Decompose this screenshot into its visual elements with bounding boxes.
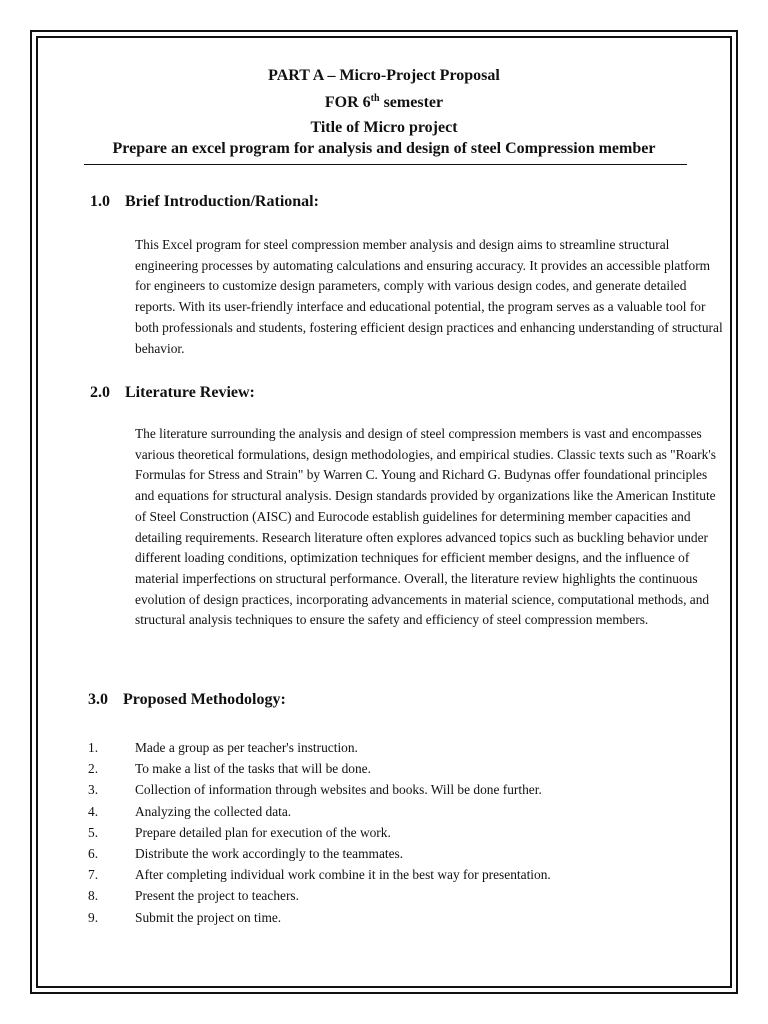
list-item — [88, 758, 551, 779]
methodology-list — [88, 737, 551, 928]
section-title: Literature Review: — [125, 384, 255, 401]
list-item-text: To make a list of the tasks that will be done. — [135, 761, 371, 777]
list-item — [88, 801, 551, 822]
list-item — [88, 885, 551, 906]
list-item-text: After completing individual work combine it in the best way for presentation. — [135, 867, 551, 883]
semester-suffix: semester — [379, 94, 444, 111]
section-number: 1.0 — [90, 193, 110, 210]
list-item-number: 5. — [88, 824, 99, 840]
list-item-text: Analyzing the collected data. — [135, 803, 292, 819]
introduction-paragraph: This Excel program for steel compression member analysis and design aims to streamline structural engineering processes by automating calculations and ensuring accuracy. It provides an accessible platform for engineers to customize design parameters, comply with various design codes, and generate detailed reports. With its user-friendly interface and educational potential, the program serves as a valuable tool for both professionals and students, fostering efficient design practices and enhancing understanding of structural behavior. — [135, 237, 723, 356]
list-item — [88, 779, 551, 800]
list-item-text: Distribute the work accordingly to the teammates. — [135, 846, 404, 862]
list-item-text: Prepare detailed plan for execution of the work. — [135, 824, 391, 840]
section-heading-literature — [90, 384, 255, 402]
semester-prefix: FOR 6 — [324, 94, 371, 111]
list-item — [88, 843, 551, 864]
list-item-number: 9. — [88, 909, 99, 925]
section-number: 3.0 — [88, 691, 108, 708]
semester-ordinal-suffix: th — [370, 93, 380, 104]
section-heading-introduction — [90, 193, 319, 211]
list-item — [88, 737, 551, 758]
list-item-text: Made a group as per teacher's instruction. — [135, 740, 358, 755]
list-item-number: 7. — [88, 867, 99, 883]
list-item-number: 2. — [88, 761, 99, 777]
list-item-number: 3. — [88, 782, 99, 798]
list-item-number: 8. — [88, 888, 99, 904]
section-number: 2.0 — [90, 384, 110, 401]
document-heading: PART A – Micro-Project Proposal — [268, 67, 500, 84]
project-title: Prepare an excel program for analysis and design of steel Compression member — [112, 140, 656, 157]
list-item-text: Collection of information through websites and books. Will be done further. — [135, 782, 542, 798]
list-item-number: 6. — [88, 846, 99, 862]
list-item — [88, 907, 551, 928]
list-item-number: 4. — [88, 803, 99, 819]
semester-heading — [40, 93, 728, 112]
section-title: Proposed Methodology: — [123, 691, 286, 708]
list-item-number: 1. — [88, 740, 99, 755]
section-title: Brief Introduction/Rational: — [125, 193, 319, 210]
list-item — [88, 822, 551, 843]
title-underline — [84, 164, 687, 165]
list-item-text: Submit the project on time. — [135, 909, 282, 925]
list-item — [88, 864, 551, 885]
section-heading-methodology — [88, 691, 286, 709]
title-label: Title of Micro project — [310, 119, 458, 136]
literature-paragraph: The literature surrounding the analysis and design of steel compression members is vast and encompasses various theoretical formulations, design methodologies, and empirical studies. Classic texts such as "Roark's Formulas for Stress and Strain" by Warren C. Young and Richard G. Budynas offer foundational principles and equations for structural analysis. Design standards provided by organizations like the American Institute of Steel Construction (AISC) and Eurocode establish guidelines for determining member capacities and detailing requirements. Research literature often explores advanced topics such as buckling behavior under different loading conditions, optimization techniques for efficient member designs, and the influence of material imperfections on structural performance. Overall, the literature review highlights the continuous evolution of design practices, incorporating advancements in material science, computational methods, and structural analysis techniques to ensure the safety and efficiency of steel compression members. — [135, 426, 716, 628]
list-item-text: Present the project to teachers. — [135, 888, 299, 904]
